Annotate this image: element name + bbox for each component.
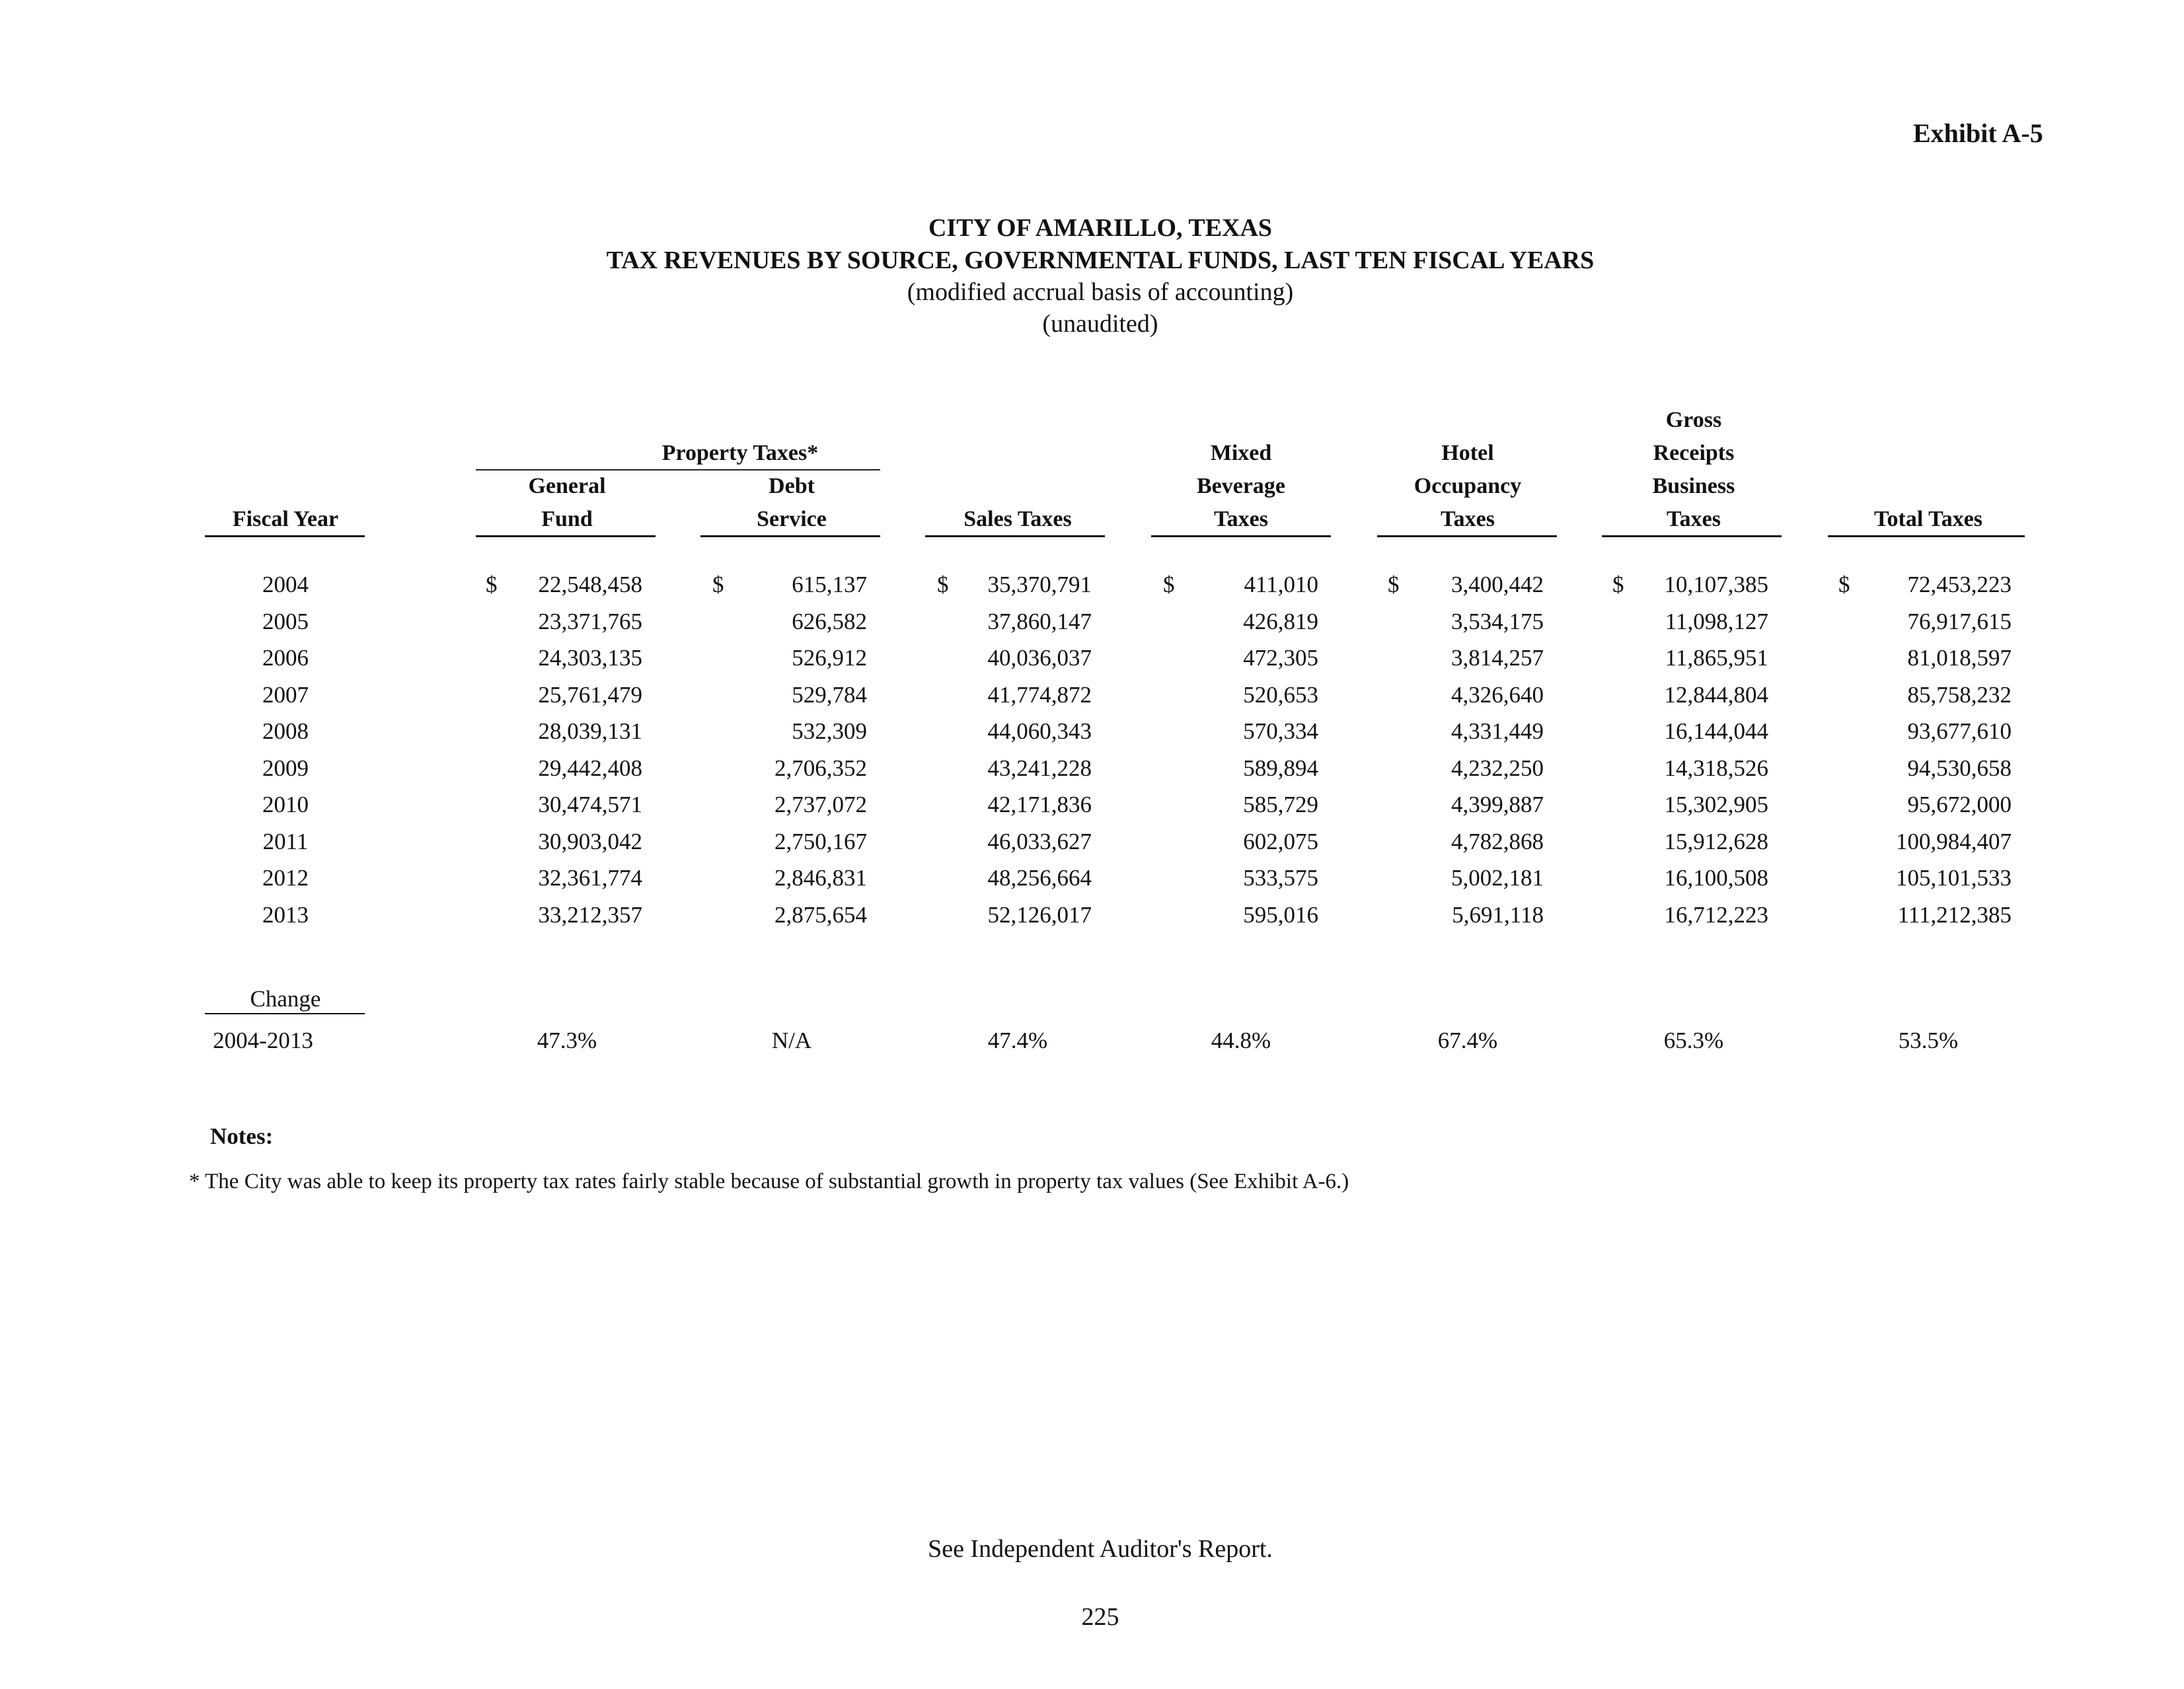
fiscal-year-cell: 2007: [262, 682, 309, 708]
general-value-cell: 32,361,774: [538, 865, 642, 891]
header-general-2: Fund: [541, 507, 593, 531]
mixed-value-cell: 589,894: [1243, 755, 1318, 781]
general-value-cell: 23,371,765: [538, 609, 642, 634]
total-value-cell: 100,984,407: [1896, 829, 2012, 854]
debt-value-cell: 2,875,654: [774, 902, 867, 928]
gross-value-cell: 16,100,508: [1664, 865, 1768, 891]
hotel-value-cell: 4,399,887: [1451, 792, 1544, 817]
mixed-value-cell: 602,075: [1243, 829, 1318, 854]
notes-footnote: * The City was able to keep its property tax rates fairly stable because of substantial growth in property tax values (See Exhibit A-6.): [189, 1170, 1349, 1193]
header-general-1: General: [528, 474, 606, 498]
sales-value-cell: 46,033,627: [987, 829, 1092, 854]
header-debt-1: Debt: [769, 474, 815, 498]
header-gross-2: Receipts: [1653, 441, 1735, 465]
total-value-cell: 72,453,223: [1907, 572, 2012, 597]
hotel-value-cell: 4,782,868: [1451, 829, 1544, 854]
sales-value-cell: 44,060,343: [987, 718, 1092, 744]
mixed-beverage-rule: [1151, 535, 1331, 537]
fiscal-year-rule: [205, 535, 365, 537]
debt-value-cell: 2,737,072: [774, 792, 867, 817]
debt-value-cell: 626,582: [792, 609, 867, 634]
header-hotel-1: Hotel: [1441, 441, 1494, 465]
mixed-value-cell: 520,653: [1243, 682, 1318, 708]
total-value-cell: 93,677,610: [1907, 718, 2012, 744]
page-number: 225: [1081, 1603, 1119, 1631]
general-fund-rule: [476, 535, 656, 537]
change-sales: 47.4%: [987, 1028, 1048, 1053]
header-hotel-2: Occupancy: [1413, 474, 1522, 498]
change-hotel: 67.4%: [1437, 1028, 1498, 1053]
mixed-value-cell: 411,010: [1244, 572, 1318, 597]
total-value-cell: 105,101,533: [1896, 865, 2012, 891]
header-hotel-3: Taxes: [1441, 507, 1495, 531]
general-value-cell: 29,442,408: [538, 755, 642, 781]
fiscal-year-cell: 2008: [262, 718, 309, 744]
total-taxes-rule: [1828, 535, 2025, 537]
sales-value-cell: 42,171,836: [987, 792, 1092, 817]
header-sales-taxes: Sales Taxes: [963, 507, 1072, 531]
fiscal-year-cell: 2005: [262, 609, 309, 634]
total-value-cell: 95,672,000: [1907, 792, 2012, 817]
fiscal-year-cell: 2004: [262, 572, 309, 597]
currency-symbol: $: [1838, 572, 1850, 597]
general-value-cell: 24,303,135: [538, 645, 642, 671]
gross-value-cell: 16,712,223: [1664, 902, 1768, 928]
header-fiscal-year: Fiscal Year: [232, 507, 339, 531]
currency-symbol: $: [937, 572, 949, 597]
hotel-occupancy-rule: [1377, 535, 1557, 537]
change-mixed: 44.8%: [1211, 1028, 1271, 1053]
debt-value-cell: 615,137: [792, 572, 867, 597]
currency-symbol: $: [1612, 572, 1624, 597]
general-value-cell: 30,903,042: [538, 829, 642, 854]
sales-value-cell: 37,860,147: [987, 609, 1092, 634]
sales-value-cell: 48,256,664: [987, 865, 1092, 891]
mixed-value-cell: 585,729: [1243, 792, 1318, 817]
gross-value-cell: 10,107,385: [1664, 572, 1768, 597]
header-gross-3: Business: [1652, 474, 1735, 498]
debt-value-cell: 2,846,831: [774, 865, 867, 891]
exhibit-label: Exhibit A-5: [1913, 118, 2043, 148]
total-value-cell: 85,758,232: [1907, 682, 2012, 708]
hotel-value-cell: 5,002,181: [1451, 865, 1544, 891]
fiscal-year-cell: 2011: [262, 829, 309, 854]
hotel-value-cell: 3,400,442: [1451, 572, 1544, 597]
gross-value-cell: 12,844,804: [1664, 682, 1768, 708]
header-gross-1: Gross: [1665, 408, 1722, 432]
auditor-report-note: See Independent Auditor's Report.: [928, 1535, 1273, 1563]
general-value-cell: 30,474,571: [538, 792, 642, 817]
change-label: Change: [250, 986, 321, 1012]
report-subtitle-basis: (modified accrual basis of accounting): [907, 278, 1294, 306]
fiscal-year-cell: 2012: [262, 865, 309, 891]
mixed-value-cell: 472,305: [1243, 645, 1318, 671]
mixed-value-cell: 533,575: [1243, 865, 1318, 891]
total-value-cell: 81,018,597: [1907, 645, 2012, 671]
general-value-cell: 25,761,479: [538, 682, 642, 708]
gross-receipts-rule: [1602, 535, 1782, 537]
fiscal-year-cell: 2006: [262, 645, 309, 671]
hotel-value-cell: 4,326,640: [1451, 682, 1544, 708]
property-taxes-rule: [476, 469, 880, 470]
hotel-value-cell: 4,331,449: [1451, 718, 1544, 744]
report-title-city: CITY OF AMARILLO, TEXAS: [928, 214, 1273, 242]
report-title-main: TAX REVENUES BY SOURCE, GOVERNMENTAL FUNDS, LAST TEN FISCAL YEARS: [606, 246, 1595, 274]
hotel-value-cell: 3,534,175: [1451, 609, 1544, 634]
gross-value-cell: 16,144,044: [1664, 718, 1768, 744]
gross-value-cell: 14,318,526: [1664, 755, 1768, 781]
general-value-cell: 22,548,458: [538, 572, 642, 597]
fiscal-year-cell: 2010: [262, 792, 309, 817]
gross-value-cell: 15,912,628: [1664, 829, 1768, 854]
header-debt-2: Service: [757, 507, 827, 531]
change-rule: [205, 1013, 365, 1014]
change-gross: 65.3%: [1663, 1028, 1724, 1053]
change-total: 53.5%: [1898, 1028, 1959, 1053]
sales-value-cell: 41,774,872: [987, 682, 1092, 708]
currency-symbol: $: [486, 572, 498, 597]
hotel-value-cell: 5,691,118: [1452, 902, 1544, 928]
debt-value-cell: 2,706,352: [774, 755, 867, 781]
header-property-taxes: Property Taxes*: [661, 441, 819, 465]
report-subtitle-unaudited: (unaudited): [1042, 310, 1158, 338]
sales-taxes-rule: [925, 535, 1105, 537]
debt-value-cell: 529,784: [792, 682, 867, 708]
currency-symbol: $: [1163, 572, 1175, 597]
sales-value-cell: 40,036,037: [987, 645, 1092, 671]
header-mixed-3: Taxes: [1214, 507, 1268, 531]
debt-value-cell: 2,750,167: [774, 829, 867, 854]
general-value-cell: 28,039,131: [538, 718, 642, 744]
total-value-cell: 111,212,385: [1897, 902, 2012, 928]
change-general: 47.3%: [537, 1028, 597, 1053]
header-gross-4: Taxes: [1667, 507, 1721, 531]
currency-symbol: $: [1388, 572, 1400, 597]
gross-value-cell: 11,098,127: [1665, 609, 1768, 634]
mixed-value-cell: 570,334: [1243, 718, 1318, 744]
sales-value-cell: 52,126,017: [987, 902, 1092, 928]
mixed-value-cell: 595,016: [1243, 902, 1318, 928]
hotel-value-cell: 3,814,257: [1451, 645, 1544, 671]
currency-symbol: $: [712, 572, 724, 597]
gross-value-cell: 11,865,951: [1665, 645, 1768, 671]
header-mixed-2: Beverage: [1196, 474, 1286, 498]
header-mixed-1: Mixed: [1210, 441, 1272, 465]
debt-value-cell: 532,309: [792, 718, 867, 744]
notes-heading: Notes:: [210, 1123, 274, 1149]
mixed-value-cell: 426,819: [1243, 609, 1318, 634]
change-debt: N/A: [771, 1028, 812, 1053]
fiscal-year-cell: 2013: [262, 902, 309, 928]
debt-service-rule: [700, 535, 880, 537]
gross-value-cell: 15,302,905: [1664, 792, 1768, 817]
fiscal-year-cell: 2009: [262, 755, 309, 781]
debt-value-cell: 526,912: [792, 645, 867, 671]
header-total-taxes: Total Taxes: [1873, 507, 1983, 531]
total-value-cell: 76,917,615: [1907, 609, 2012, 634]
sales-value-cell: 43,241,228: [987, 755, 1092, 781]
change-period: 2004-2013: [213, 1028, 313, 1053]
hotel-value-cell: 4,232,250: [1451, 755, 1544, 781]
general-value-cell: 33,212,357: [538, 902, 642, 928]
total-value-cell: 94,530,658: [1907, 755, 2012, 781]
sales-value-cell: 35,370,791: [987, 572, 1092, 597]
